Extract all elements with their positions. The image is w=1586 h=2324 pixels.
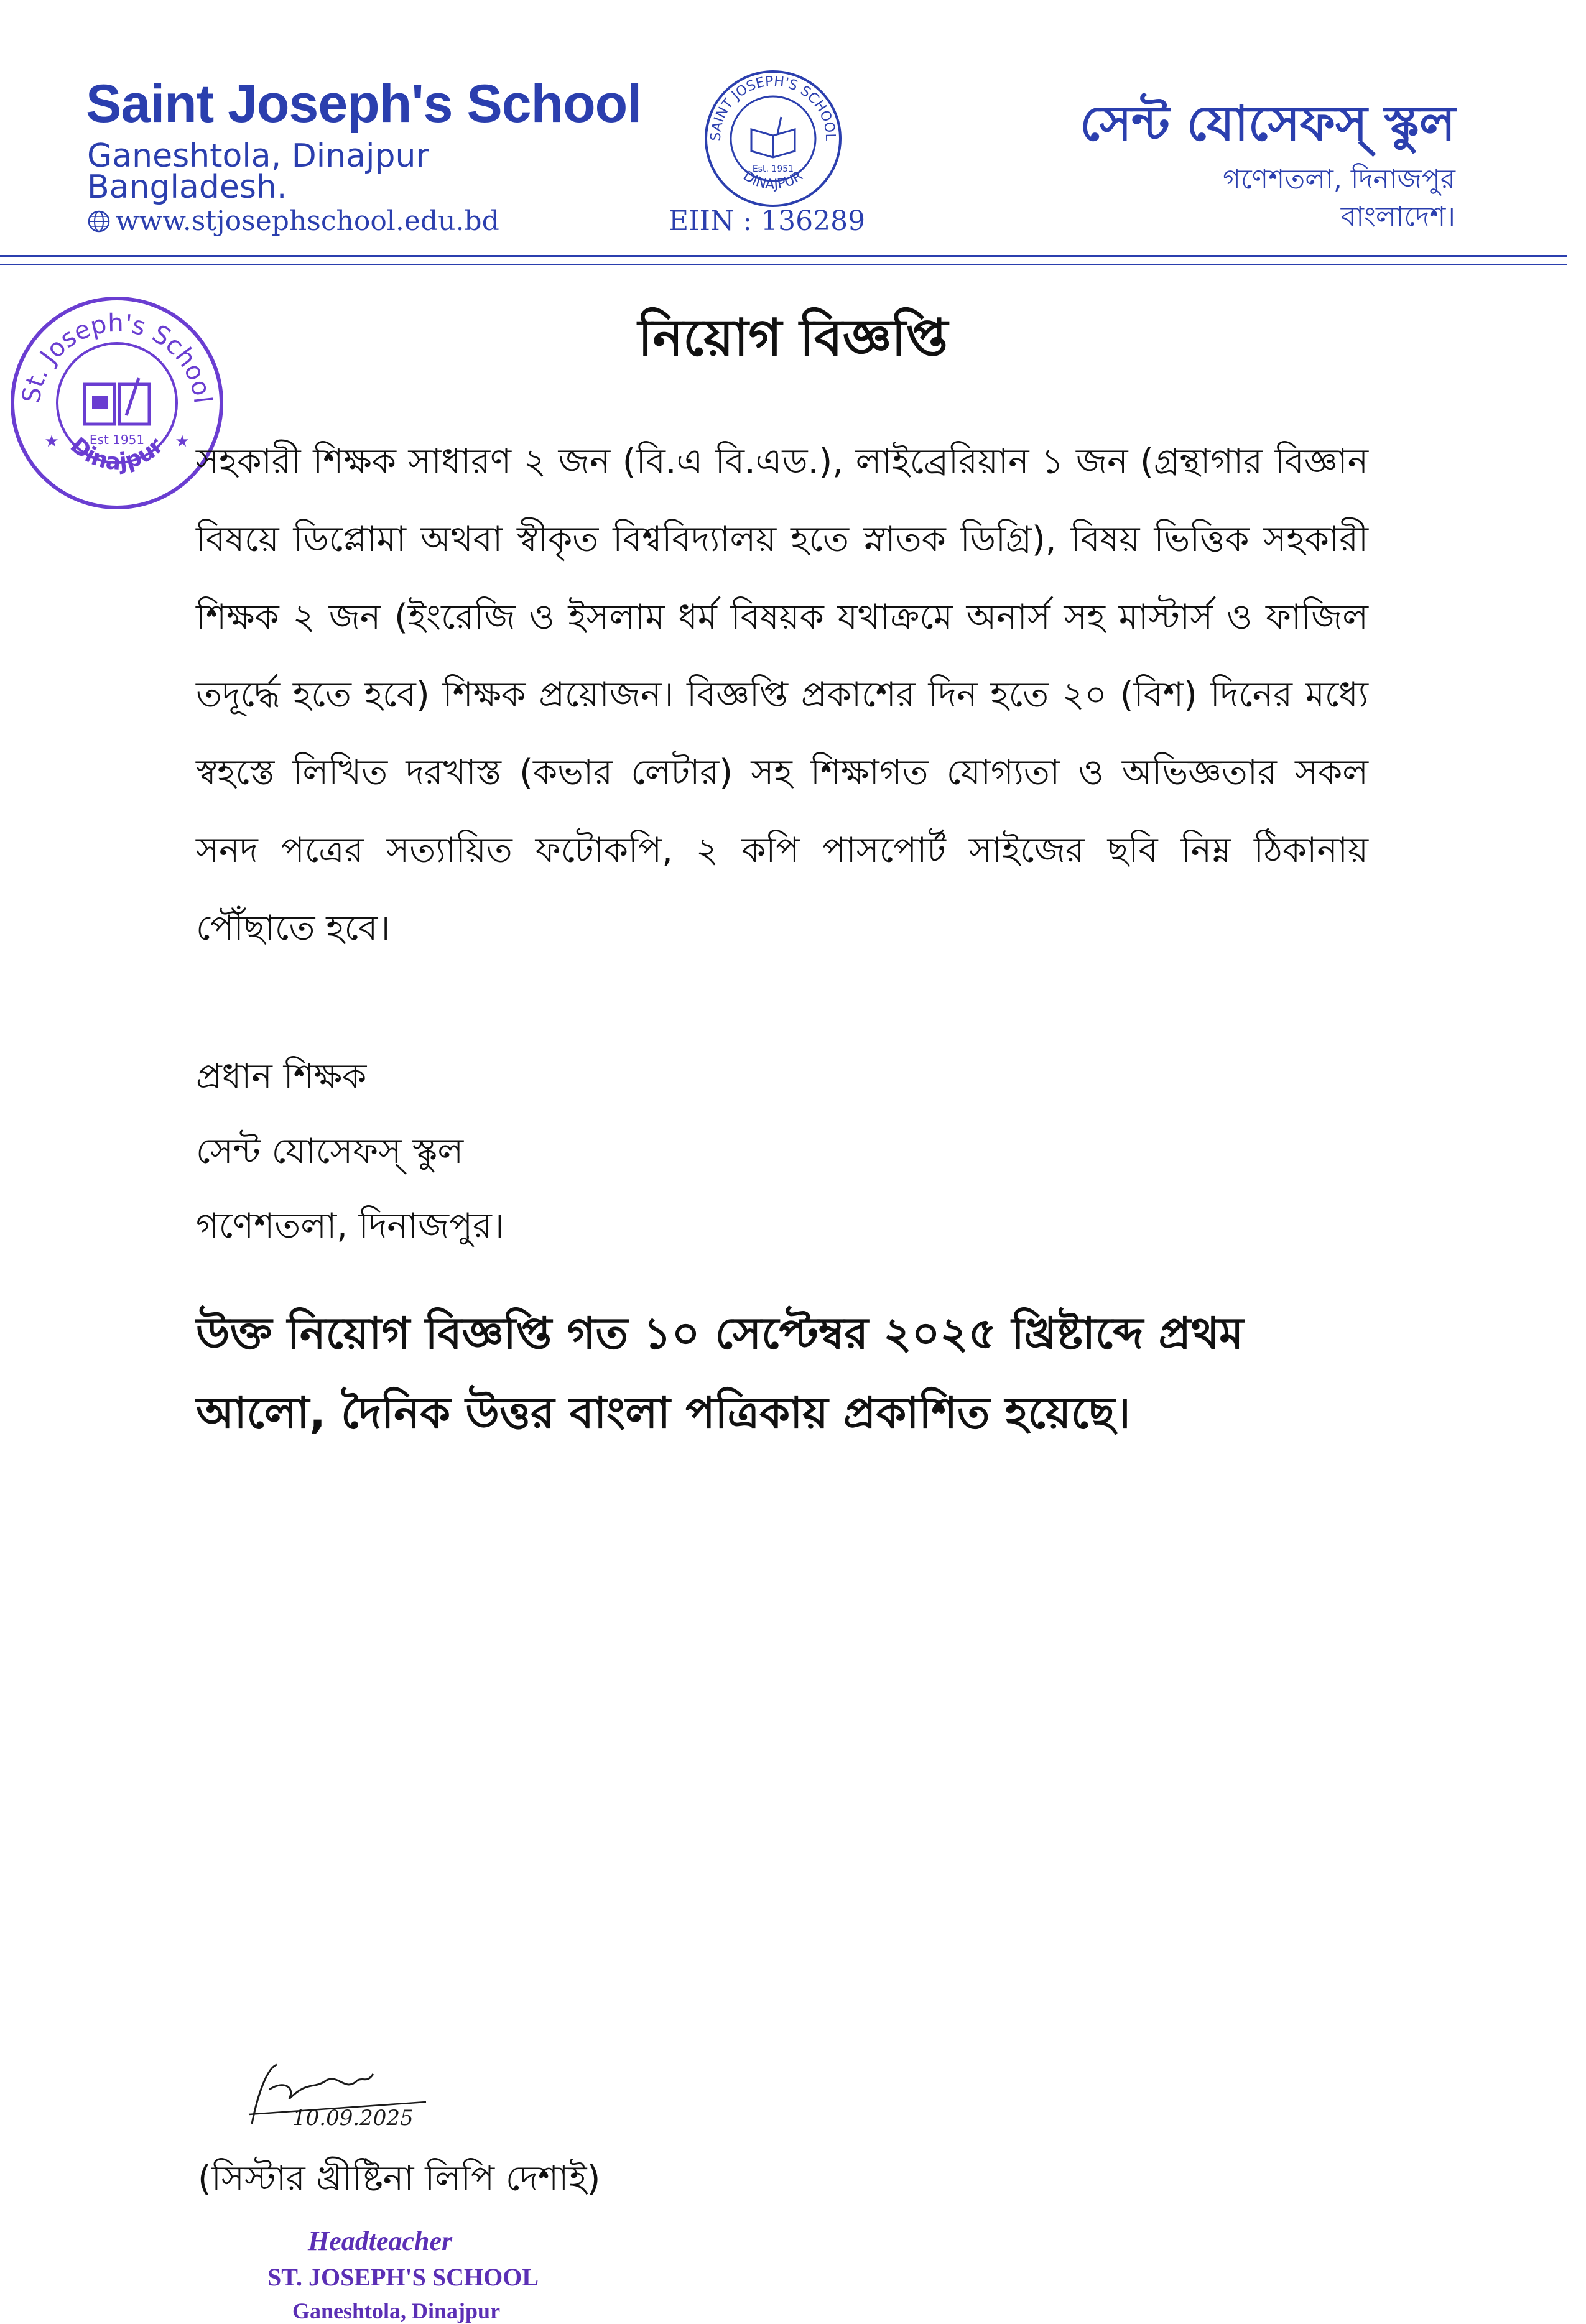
stamp-place: Ganeshtola, Dinajpur xyxy=(292,2299,501,2323)
logo-ring-bottom: DINAJPUR xyxy=(740,168,806,193)
header-divider xyxy=(0,255,1567,257)
eiin-number: EIIN : 136289 xyxy=(669,205,866,237)
seal-place: Dinajpur xyxy=(65,432,169,475)
designation: প্রধান শিক্ষক xyxy=(196,1057,367,1097)
logo-ring-top: SAINT JOSEPH'S SCHOOL xyxy=(708,73,838,142)
address-line2-en: Bangladesh. xyxy=(87,169,287,206)
signature-date: 10.09.2025 xyxy=(292,2106,414,2131)
header-divider-thin xyxy=(0,264,1567,265)
school-name-bn: সেন্ট যোসেফস্ স্কুল xyxy=(1080,96,1455,152)
address-line2-bn: বাংলাদেশ। xyxy=(1340,201,1455,233)
globe-icon xyxy=(87,210,111,233)
seal-ring-text: St. Joseph's School xyxy=(17,308,217,405)
address-line1-en: Ganeshtola, Dinajpur xyxy=(87,137,429,175)
stamp-title: Headteacher xyxy=(308,2226,453,2256)
signee-name: (সিস্টার খ্রীষ্টিনা লিপি দেশাই) xyxy=(198,2159,601,2199)
seal-established: Est 1951 xyxy=(89,432,145,447)
svg-text:★: ★ xyxy=(44,432,59,451)
svg-text:★: ★ xyxy=(175,432,190,451)
handwritten-signature xyxy=(239,2055,463,2149)
svg-text:SAINT JOSEPH'S SCHOOL xyxy=(708,74,838,142)
seal-book-icon xyxy=(85,378,149,424)
school-name-en: Saint Joseph's School xyxy=(86,74,642,134)
book-icon xyxy=(751,117,795,157)
logo-established: Est. 1951 xyxy=(752,164,794,174)
school-logo xyxy=(702,67,845,210)
location: গণেশতলা, দিনাজপুর। xyxy=(196,1206,504,1246)
website-text: www.stjosephschool.edu.bd xyxy=(116,205,499,237)
stamp-school: ST. JOSEPH'S SCHOOL xyxy=(267,2263,539,2291)
school-name-address: সেন্ট যোসেফস্ স্কুল xyxy=(196,1131,464,1172)
publication-notice: উক্ত নিয়োগ বিজ্ঞপ্তি গত ১০ সেপ্টেম্বর ২০২৫ খ্রিষ্টাব্দে প্রথম আলো, দৈনিক উত্তর বাংলা পত্রিকায় প্রকাশিত হয়েছে। xyxy=(196,1308,1244,1438)
notice-body: সহকারী শিক্ষক সাধারণ ২ জন (বি.এ বি.এড.), লাইব্রেরিয়ান ১ জন (গ্রন্থাগার বিজ্ঞান বিষয়ে ডিপ্লোমা অথবা স্বীকৃত বিশ্ববিদ্যালয় হতে স্নাতক ডিগ্রি), বিষয় ভিত্তিক সহকারী শিক্ষক ২ জন (ইংরেজি ও ইসলাম ধর্ম বিষয়ক যথাক্রমে অনার্স সহ মাস্টার্স ও ফাজিল তদূর্দ্ধে হতে হবে) শিক্ষক প্রয়োজন। বিজ্ঞপ্তি প্রকাশের দিন হতে ২০ (বিশ) দিনের মধ্যে স্বহস্তে লিখিত দরখাস্ত (কভার লেটার) সহ শিক্ষাগত যোগ্যতা ও অভিজ্ঞতার সকল সনদ পত্রের সত্যায়িত ফটোকপি, ২ কপি পাসপোর্ট সাইজের ছবি নিম্ন ঠিকানায় পৌঁছাতে হবে। xyxy=(196,442,1368,948)
address-line1-bn: গণেশতলা, দিনাজপুর xyxy=(1223,164,1455,195)
website[interactable] xyxy=(87,205,499,237)
notice-title: নিয়োগ বিজ্ঞপ্তি xyxy=(638,308,948,368)
